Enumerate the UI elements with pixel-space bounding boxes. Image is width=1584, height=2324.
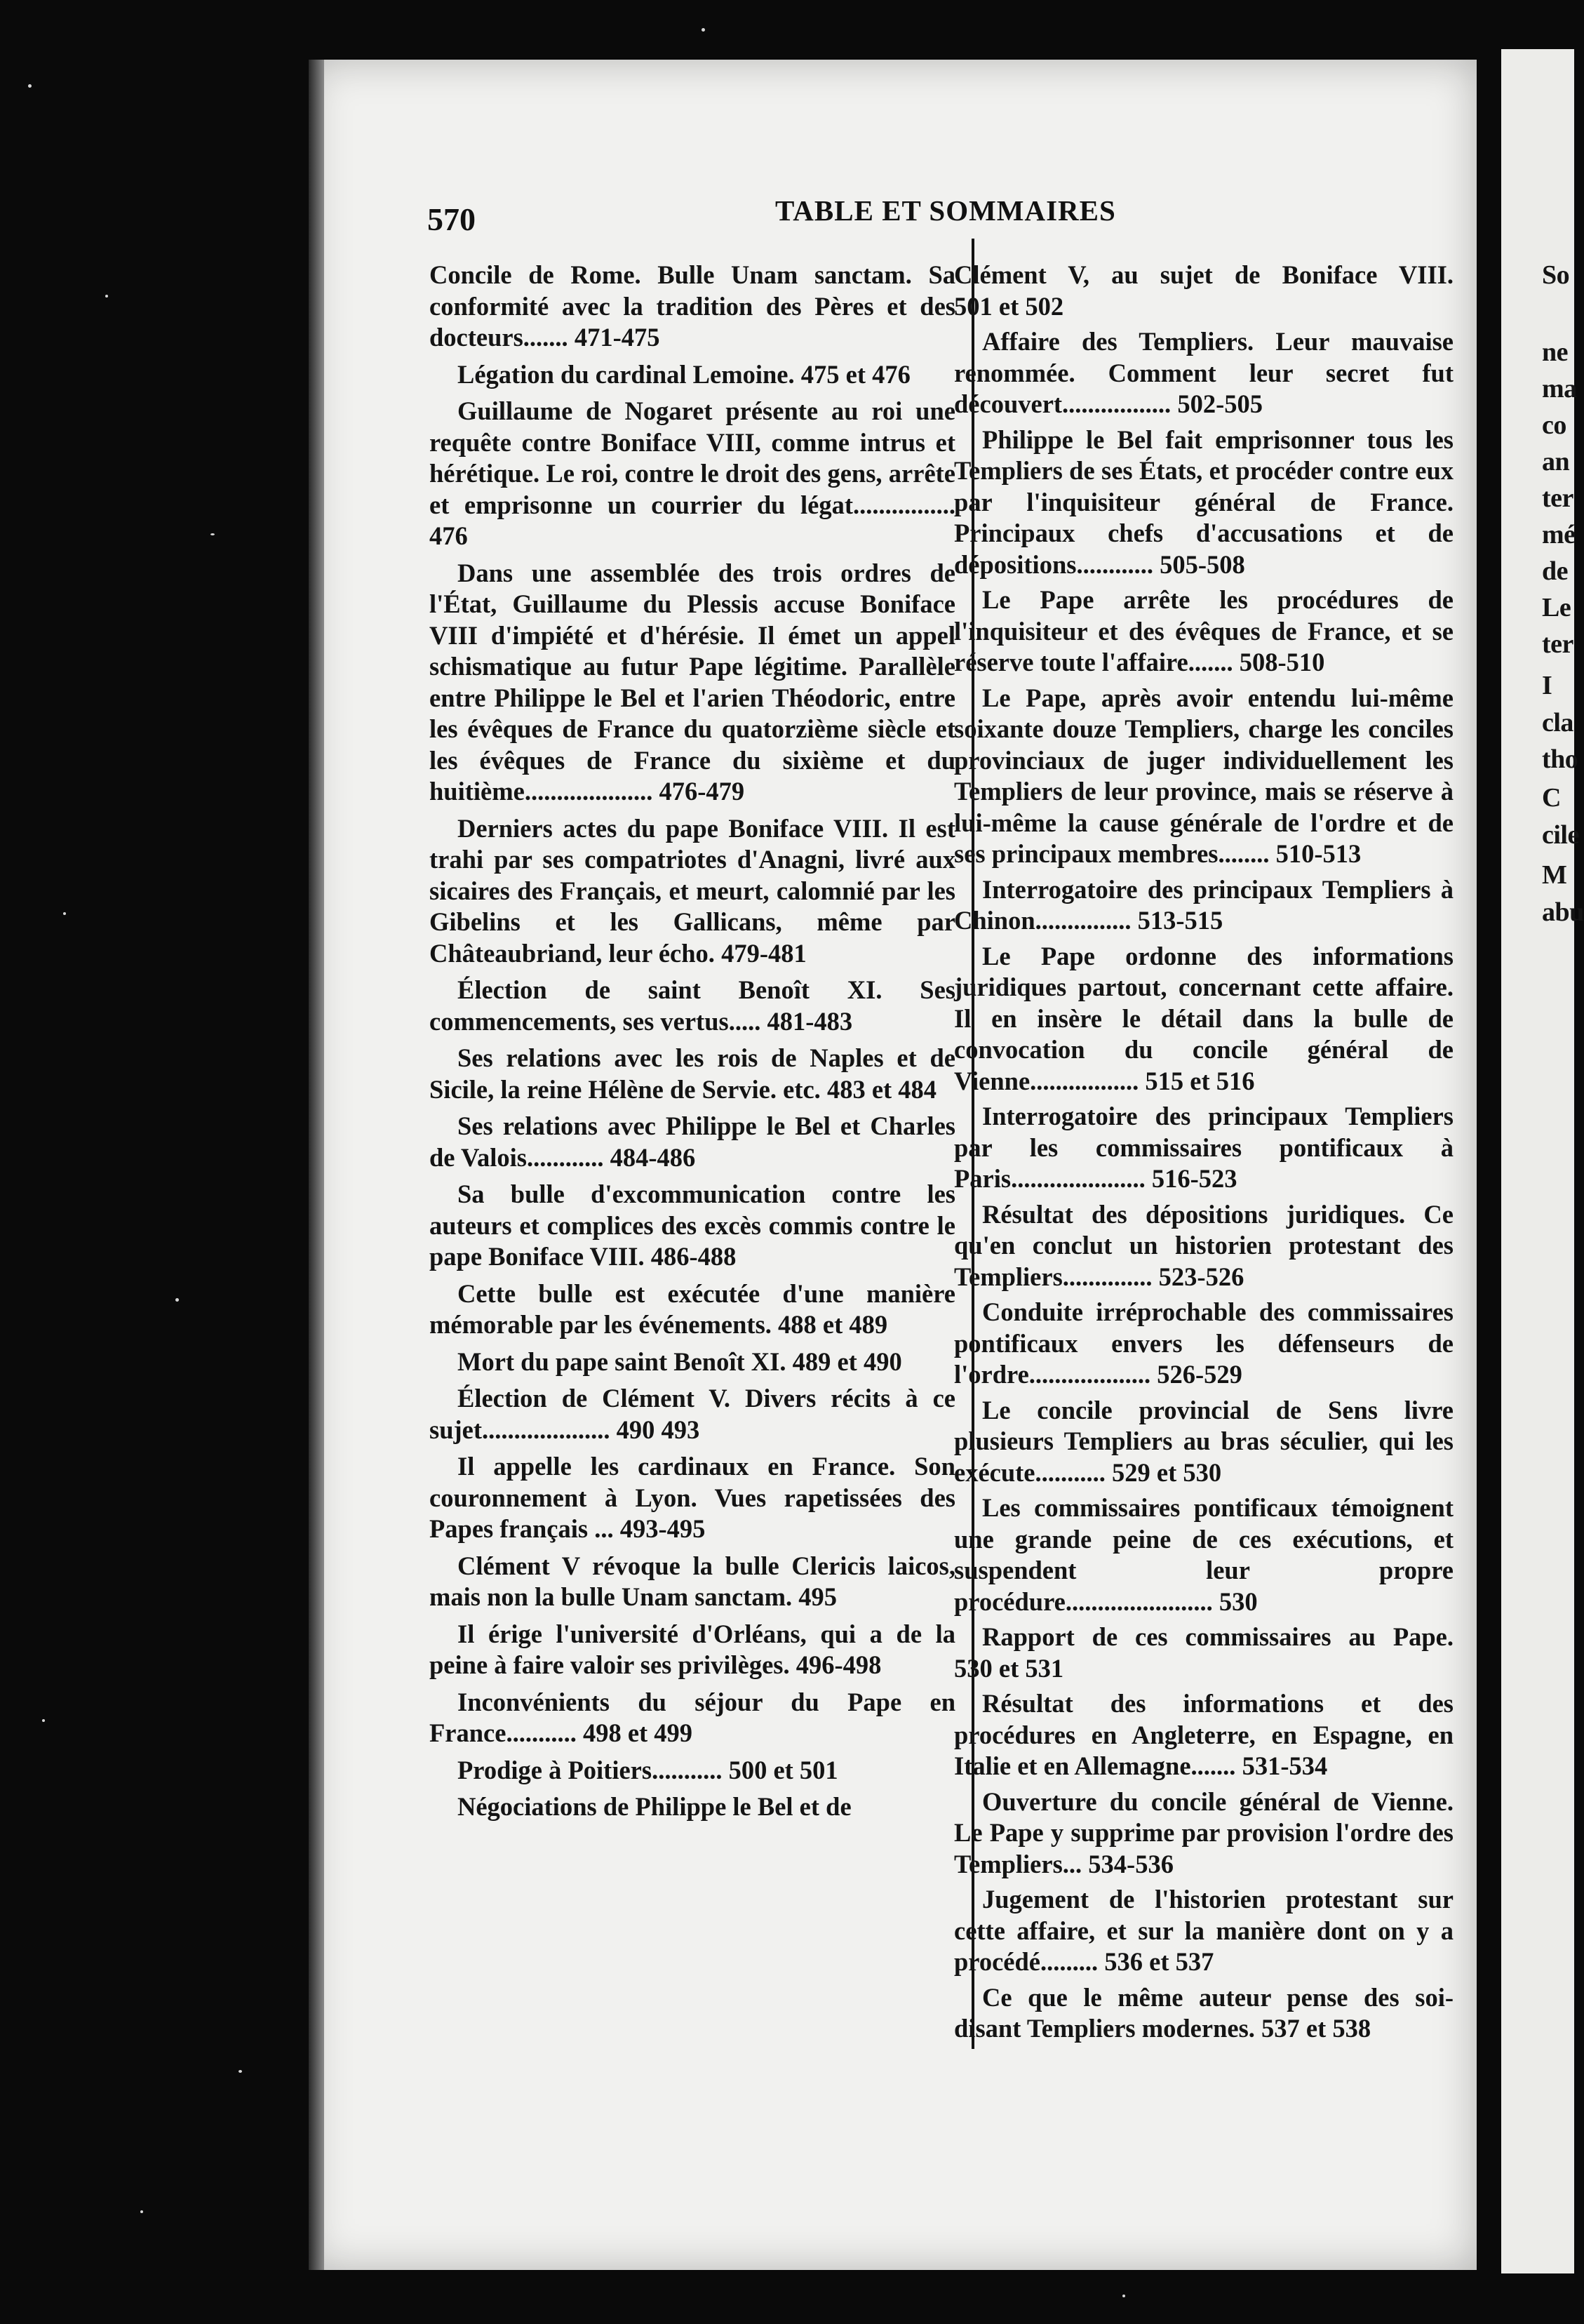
entry-text: Il érige l'université d'Orléans, qui a de la peine à faire valoir ses privilèges. <box>429 1619 955 1679</box>
page-reference: 502-505 <box>1177 389 1263 418</box>
scan-speck <box>1122 2295 1125 2297</box>
next-page-fragment: Le <box>1542 593 1571 622</box>
entry-text: Sa bulle d'excommunication contre les auteurs et complices des excès commis contre le pape Boniface VIII. <box>429 1180 955 1271</box>
index-entry <box>954 941 1454 1097</box>
page-reference: 490 493 <box>616 1415 700 1444</box>
next-page-fragment: ter <box>1542 629 1573 659</box>
page-reference: 481-483 <box>767 1006 853 1036</box>
entry-text: Le Pape, après avoir entendu lui-même soixante douze Templiers, charge les conciles provinciaux de juger individuellement les Templiers de leur province, mais se réserve à lui-même la cause générale de l'ordre et de ses principaux membres........ <box>954 683 1454 868</box>
page-reference: 523-526 <box>1158 1262 1244 1291</box>
scan-speck <box>105 295 108 298</box>
index-entry <box>954 1787 1454 1881</box>
next-page-fragment: cla <box>1542 708 1573 737</box>
index-entry <box>429 1551 955 1613</box>
page-reference: 501 et 502 <box>954 291 1064 321</box>
index-entry <box>429 1043 955 1105</box>
page-reference: 530 <box>1219 1587 1258 1616</box>
entry-text: Mort du pape saint Benoît XI. <box>457 1347 786 1376</box>
page-reference: 483 et 484 <box>826 1074 937 1104</box>
index-entry <box>429 1111 955 1173</box>
entry-text: Ses relations avec Philippe le Bel et Charles de Valois............ <box>429 1111 955 1172</box>
page-reference: 534-536 <box>1088 1849 1174 1878</box>
entry-text: Rapport de ces commissaires au Pape. <box>982 1622 1454 1651</box>
index-entry <box>429 260 955 354</box>
page-reference: 486-488 <box>650 1242 737 1271</box>
index-entry <box>954 1395 1454 1489</box>
index-entry <box>429 1687 955 1749</box>
entry-text: Inconvénients du séjour du Pape en France........... <box>429 1687 955 1747</box>
right-column <box>954 260 1454 2049</box>
scan-speck <box>702 28 705 32</box>
entry-text: Ce que le même auteur pense des soi-disant Templiers modernes. <box>954 1982 1454 2043</box>
index-entry <box>429 558 955 808</box>
next-page-fragment: co <box>1542 410 1566 440</box>
entry-text: Résultat des informations et des procédures en Angleterre, en Espagne, en Italie et en Allemagne....... <box>954 1689 1454 1780</box>
page-reference: 493-495 <box>619 1514 706 1543</box>
entry-text: Négociations de Philippe le Bel et de <box>457 1792 852 1821</box>
entry-text: Le concile provincial de Sens livre plusieurs Templiers au bras séculier, qui les exécute........... <box>954 1395 1454 1487</box>
entry-text: Dans une assemblée des trois ordres de l'État, Guillaume du Plessis accuse Boniface VIII d'impiété et d'hérésie. Il émet un appel schismatique au futur Pape légitime. Parallèle entre Philippe le Bel et l'arien Théodoric, entre les évêques de France du quatorzième siècle et les évêques de France du sixième et du huitième.................... <box>429 558 955 806</box>
index-entry <box>429 396 955 552</box>
page-reference: 500 et 501 <box>728 1755 838 1784</box>
page-reference: 536 et 537 <box>1104 1947 1214 1976</box>
entry-text: Interrogatoire des principaux Templiers par les commissaires pontificaux à Paris..................... <box>954 1102 1454 1193</box>
page-reference: 516-523 <box>1151 1164 1237 1193</box>
entry-text: Jugement de l'historien protestant sur cette affaire, et sur la manière dont on y a procédé......... <box>954 1885 1454 1976</box>
next-page-fragment: an <box>1542 447 1570 476</box>
entry-text: Il appelle les cardinaux en France. Son couronnement à Lyon. Vues rapetissées des Papes français ... <box>429 1452 955 1543</box>
next-page-fragment: I <box>1542 671 1552 700</box>
next-page-fragment: M <box>1542 860 1567 890</box>
index-entry <box>429 1755 955 1787</box>
index-entry <box>954 585 1454 679</box>
page-reference: 479-481 <box>721 938 807 968</box>
page-reference: 513-515 <box>1137 906 1223 935</box>
page-reference: 508-510 <box>1239 648 1325 676</box>
page-reference: 476-479 <box>659 777 745 806</box>
index-entry <box>954 874 1454 937</box>
entry-text: Le Pape ordonne des informations juridiques partout, concernant cette affaire. Il en insère le détail dans la bulle de convocation du concile général de Vienne................. <box>954 941 1454 1095</box>
index-entry <box>429 1791 955 1823</box>
page-reference: 529 et 530 <box>1112 1457 1222 1487</box>
page-reference: 531-534 <box>1242 1751 1328 1780</box>
page-reference: 537 et 538 <box>1261 2014 1371 2043</box>
scan-speck <box>239 2070 242 2073</box>
left-column <box>429 260 955 1829</box>
page-reference: 505-508 <box>1160 549 1245 579</box>
index-entry <box>429 1179 955 1273</box>
entry-text: Clément V révoque la bulle Clericis laicos, mais non la bulle Unam sanctam. <box>429 1551 955 1611</box>
page-reference: 475 et 476 <box>800 359 911 389</box>
entry-text: Philippe le Bel fait emprisonner tous les Templiers de ses États, et procéder contre eux par l'inquisiteur général de France. Principaux chefs d'accusations et de dépositions............ <box>954 425 1454 579</box>
entry-text: Ses relations avec les rois de Naples et de Sicile, la reine Hélène de Servie. etc. <box>429 1043 955 1104</box>
next-page-fragment: So <box>1542 260 1570 290</box>
scan-speck <box>175 1298 179 1302</box>
page-reference: 510-513 <box>1275 839 1362 868</box>
entry-text: Conduite irréprochable des commissaires pontificaux envers les défenseurs de l'ordre................... <box>954 1297 1454 1389</box>
index-entry <box>954 1688 1454 1782</box>
next-page-fragment: ma <box>1542 374 1577 403</box>
entry-text: Interrogatoire des principaux Templiers à Chinon............... <box>954 874 1454 935</box>
page-number: 570 <box>427 201 476 237</box>
index-entry <box>954 1101 1454 1195</box>
page-reference: 484-486 <box>610 1142 696 1172</box>
index-entry <box>429 813 955 970</box>
entry-text: Légation du cardinal Lemoine. <box>457 359 795 389</box>
next-page-fragment: ter <box>1542 483 1573 513</box>
scan-speck <box>42 1719 45 1722</box>
entry-text: Clément V, au sujet de Boniface VIII. <box>954 260 1454 289</box>
next-page-fragment: abu <box>1542 897 1584 927</box>
page-reference: 471-475 <box>574 323 660 352</box>
next-page-fragment: cile <box>1542 820 1579 850</box>
index-entry <box>429 1451 955 1545</box>
index-entry <box>429 1383 955 1445</box>
index-entry <box>429 1347 955 1378</box>
page-reference: 496-498 <box>796 1650 882 1679</box>
page-reference: 488 et 489 <box>778 1310 888 1339</box>
entry-text: Prodige à Poitiers........... <box>457 1755 723 1784</box>
index-entry <box>429 1619 955 1681</box>
next-page-fragment: ne <box>1542 338 1568 367</box>
index-entry <box>954 260 1454 322</box>
index-entry <box>954 1199 1454 1293</box>
entry-text: Guillaume de Nogaret présente au roi une requête contre Boniface VIII, comme intrus et hérétique. Le roi, contre le droit des gens, arrête et emprisonne un courrier du légat................ <box>429 396 955 519</box>
page-reference: 495 <box>798 1582 838 1611</box>
running-head: TABLE ET SOMMAIRES <box>775 194 1116 227</box>
scan-speck <box>63 912 66 915</box>
entry-text: Les commissaires pontificaux témoignent une grande peine de ces exécutions, et suspendent leur propre procédure....................... <box>954 1493 1454 1616</box>
entry-text: Résultat des dépositions juridiques. Ce qu'en conclut un historien protestant des Templiers.............. <box>954 1199 1454 1291</box>
next-page-edge <box>1501 49 1584 2273</box>
scan-speck <box>210 533 215 535</box>
page-reference: 489 et 490 <box>792 1347 902 1376</box>
entry-text: Élection de Clément V. Divers récits à ce sujet.................... <box>429 1384 955 1444</box>
index-entry <box>954 425 1454 581</box>
page-reference: 530 et 531 <box>954 1653 1064 1683</box>
entry-text: Le Pape arrête les procédures de l'inquisiteur et des évêques de France, et se réserve toute l'affaire....... <box>954 585 1454 676</box>
page-reference: 515 et 516 <box>1145 1066 1255 1095</box>
index-entry <box>954 1297 1454 1391</box>
index-entry <box>954 1622 1454 1684</box>
scan-speck <box>140 2210 143 2213</box>
entry-text: Concile de Rome. Bulle Unam sanctam. Sa conformité avec la tradition des Pères et des docteurs....... <box>429 260 955 352</box>
entry-text: Affaire des Templiers. Leur mauvaise renommée. Comment leur secret fut découvert................. <box>954 327 1454 418</box>
index-entry <box>954 1492 1454 1617</box>
index-entry <box>954 1982 1454 2045</box>
page-reference: 526-529 <box>1157 1360 1242 1389</box>
scan-speck <box>28 84 32 88</box>
next-page-fragment: de <box>1542 556 1568 586</box>
index-entry <box>429 975 955 1037</box>
index-entry <box>954 326 1454 420</box>
next-page-fragment: tho <box>1542 744 1578 774</box>
index-entry <box>429 1278 955 1341</box>
page-reference: 476 <box>429 521 468 550</box>
next-page-fragment: mé <box>1542 520 1576 549</box>
index-entry <box>954 1884 1454 1978</box>
index-entry <box>954 683 1454 870</box>
next-page-fragment: C <box>1542 783 1561 813</box>
index-entry <box>429 359 955 391</box>
entry-text: Élection de saint Benoît XI. Ses commencements, ses vertus..... <box>429 975 955 1036</box>
entry-text: Cette bulle est exécutée d'une manière mémorable par les événements. <box>429 1278 955 1339</box>
page-reference: 498 et 499 <box>582 1718 693 1747</box>
entry-text: Derniers actes du pape Boniface VIII. Il est trahi par ses compatriotes d'Anagni, livré aux sicaires des Français, et meurt, calomnié par les Gibelins et les Gallicans, même par Châteaubriand, leur écho. <box>429 813 955 968</box>
entry-text: Ouverture du concile général de Vienne. Le Pape y supprime par provision l'ordre des Templiers... <box>954 1787 1454 1878</box>
page-binding-edge <box>309 60 324 2270</box>
